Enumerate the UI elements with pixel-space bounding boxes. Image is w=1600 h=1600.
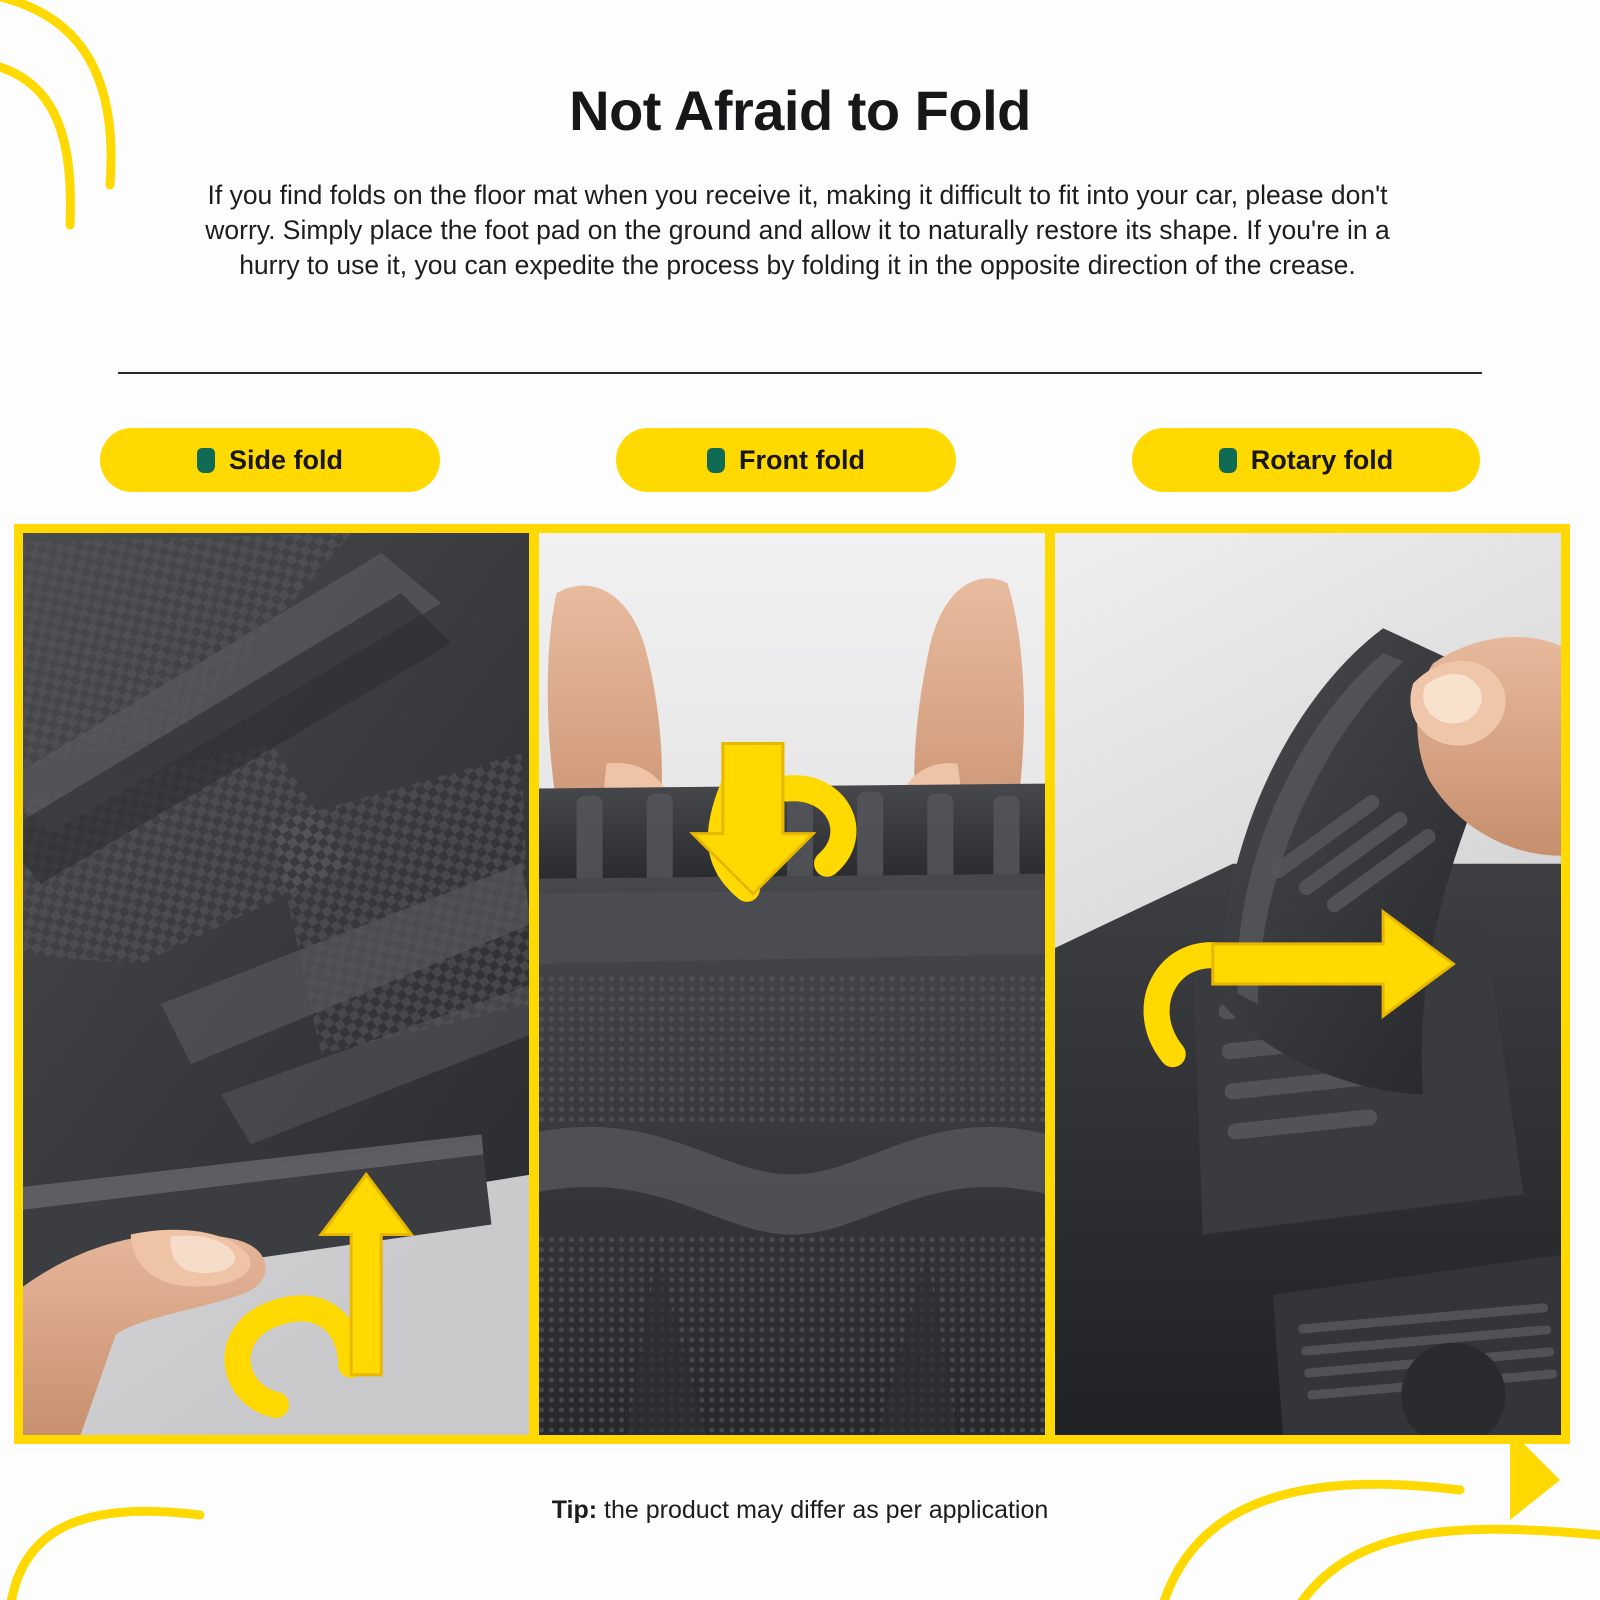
tab-front-fold[interactable] (616, 428, 956, 492)
bookmark-icon (197, 448, 215, 473)
bookmark-icon (707, 448, 725, 473)
fold-type-tabs (100, 428, 1480, 492)
page-description: If you find folds on the floor mat when you receive it, making it difficult to fit into your car, please don't worry. Simply place the foot pad on the ground and allow it to naturally restore its shape. If you're in a hurry to use it, you can expedite the process by folding it in the opposite direction of the crease. (205, 180, 1390, 280)
rotary-fold-photo (1055, 533, 1561, 1435)
side-fold-photo (23, 533, 529, 1435)
tab-label: Front fold (739, 444, 865, 475)
page-title: Not Afraid to Fold (569, 79, 1031, 142)
footer-tip (0, 1496, 1600, 1525)
tab-side-fold[interactable] (100, 428, 440, 492)
tab-rotary-fold[interactable] (1132, 428, 1480, 492)
tab-label: Rotary fold (1250, 444, 1394, 475)
bookmark-icon (1219, 448, 1237, 473)
photo-gallery (14, 524, 1570, 1444)
tab-label: Side fold (229, 444, 343, 475)
front-fold-photo (539, 533, 1045, 1435)
tip-text: the product may differ as per application (597, 1496, 1049, 1524)
tip-label: Tip: (551, 1496, 598, 1524)
divider (118, 372, 1482, 374)
